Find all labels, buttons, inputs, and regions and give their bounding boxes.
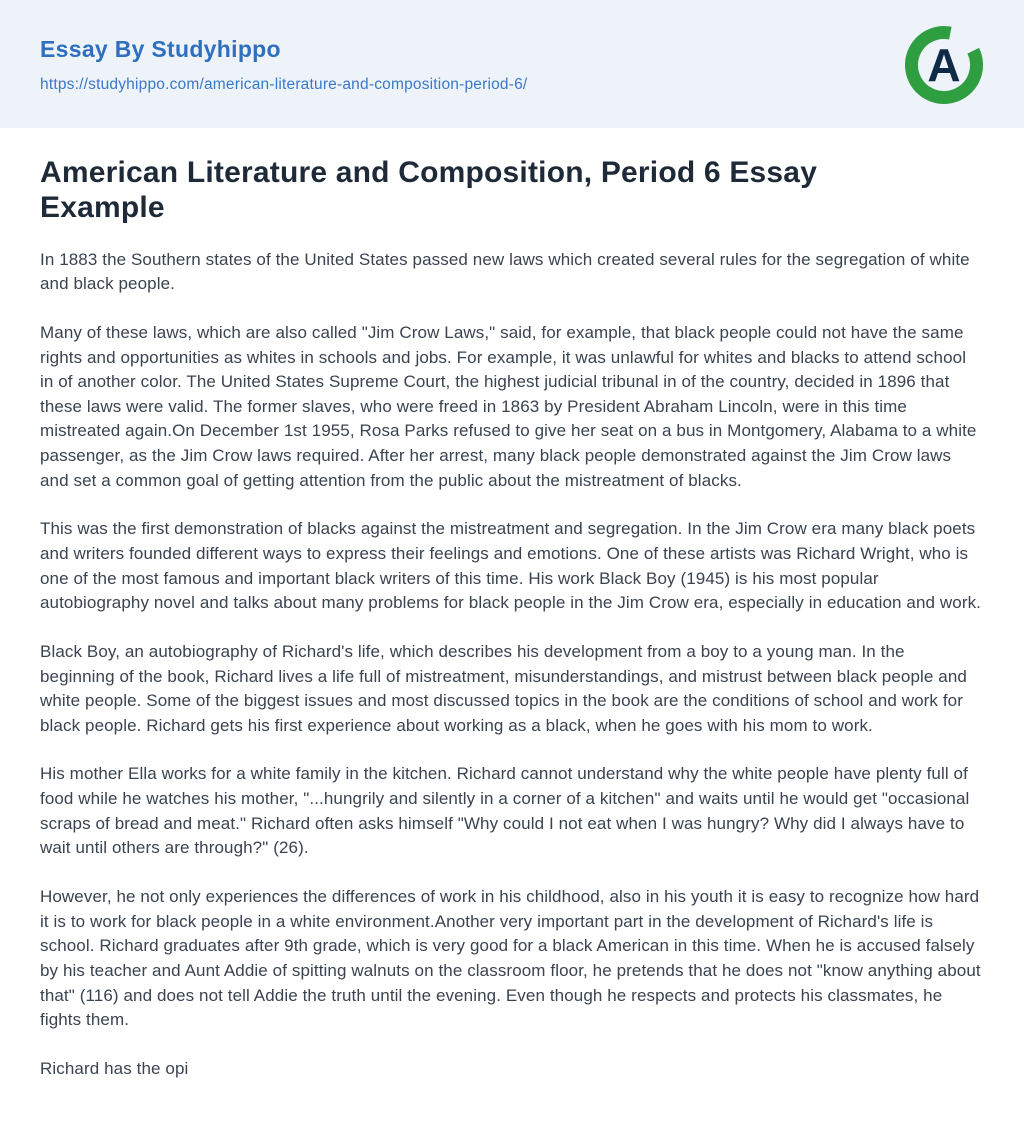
header-text-block [40,36,527,94]
page-title: American Literature and Composition, Period 6 Essay Example [40,156,818,224]
studyhippo-logo-icon [904,25,984,105]
source-url-link[interactable]: https://studyhippo.com/american-literature-and-composition-period-6/ [40,76,528,93]
logo-letter: A [927,39,961,91]
essay-article [0,128,1024,1082]
essay-paragraph-5: His mother Ella works for a white family in the kitchen. Richard cannot understand why the white people have plenty full of food while he watches his mother, "...hungrily and silently in a corner of a kitchen" and waits until he would get "occasional scraps of bread and meat." Richard often asks himself "Why could I not eat when I was hungry? Why did I always have to wait until others are through?" (26). [40,764,970,858]
essay-paragraph-2: Many of these laws, which are also called "Jim Crow Laws," said, for example, that black people could not have the same rights and opportunities as whites in schools and jobs. For example, it was unlawful for whites and blacks to attend school in of another color. The United States Supreme Court, the highest judicial tribunal in of the country, decided in 1896 that these laws were valid. The former slaves, who were freed in 1863 by President Abraham Lincoln, were in this time mistreated again.On December 1st 1955, Rosa Parks refused to give her seat on a bus in Montgomery, Alabama to a white passenger, as the Jim Crow laws required. After her arrest, many black people demonstrated against the Jim Crow laws and set a common goal of getting attention from the public about the mistreatment of blacks. [40,322,977,490]
essay-paragraph-1: In 1883 the Southern states of the United States passed new laws which created several rules for the segregation of white and black people. [40,249,970,294]
essay-paragraph-7-truncated: Richard has the opi [40,1058,189,1078]
essay-paragraph-6: However, he not only experiences the differences of work in his childhood, also in his youth it is easy to recognize how hard it is to work for black people in a white environment.Another very important part in the development of Richard's life is school. Richard graduates after 9th grade, which is very good for a black American in this time. When he is accused falsely by his teacher and Aunt Addie of spitting walnuts on the classroom floor, he pretends that he does not "know anything about that" (116) and does not tell Addie the truth until the evening. Even though he respects and protects his classmates, he fights them. [40,887,981,1030]
essay-paragraph-4: Black Boy, an autobiography of Richard's life, which describes his development from a boy to a young man. In the beginning of the book, Richard lives a life full of mistreatment, misunderstandings, and mistrust between black people and white people. Some of the biggest issues and most discussed topics in the book are the conditions of school and work for black people. Richard gets his first experience about working as a black, when he goes with his mom to work. [40,641,967,735]
page-header [0,0,1024,128]
essay-paragraph-3: This was the first demonstration of blacks against the mistreatment and segregation. In the Jim Crow era many black poets and writers founded different ways to express their feelings and emotions. One of these artists was Richard Wright, who is one of the most famous and important black writers of this time. His work Black Boy (1945) is his most popular autobiography novel and talks about many problems for black people in the Jim Crow era, especially in education and work. [40,519,982,613]
studyhippo-logo [904,25,984,105]
brand-title: Essay By Studyhippo [40,36,281,62]
